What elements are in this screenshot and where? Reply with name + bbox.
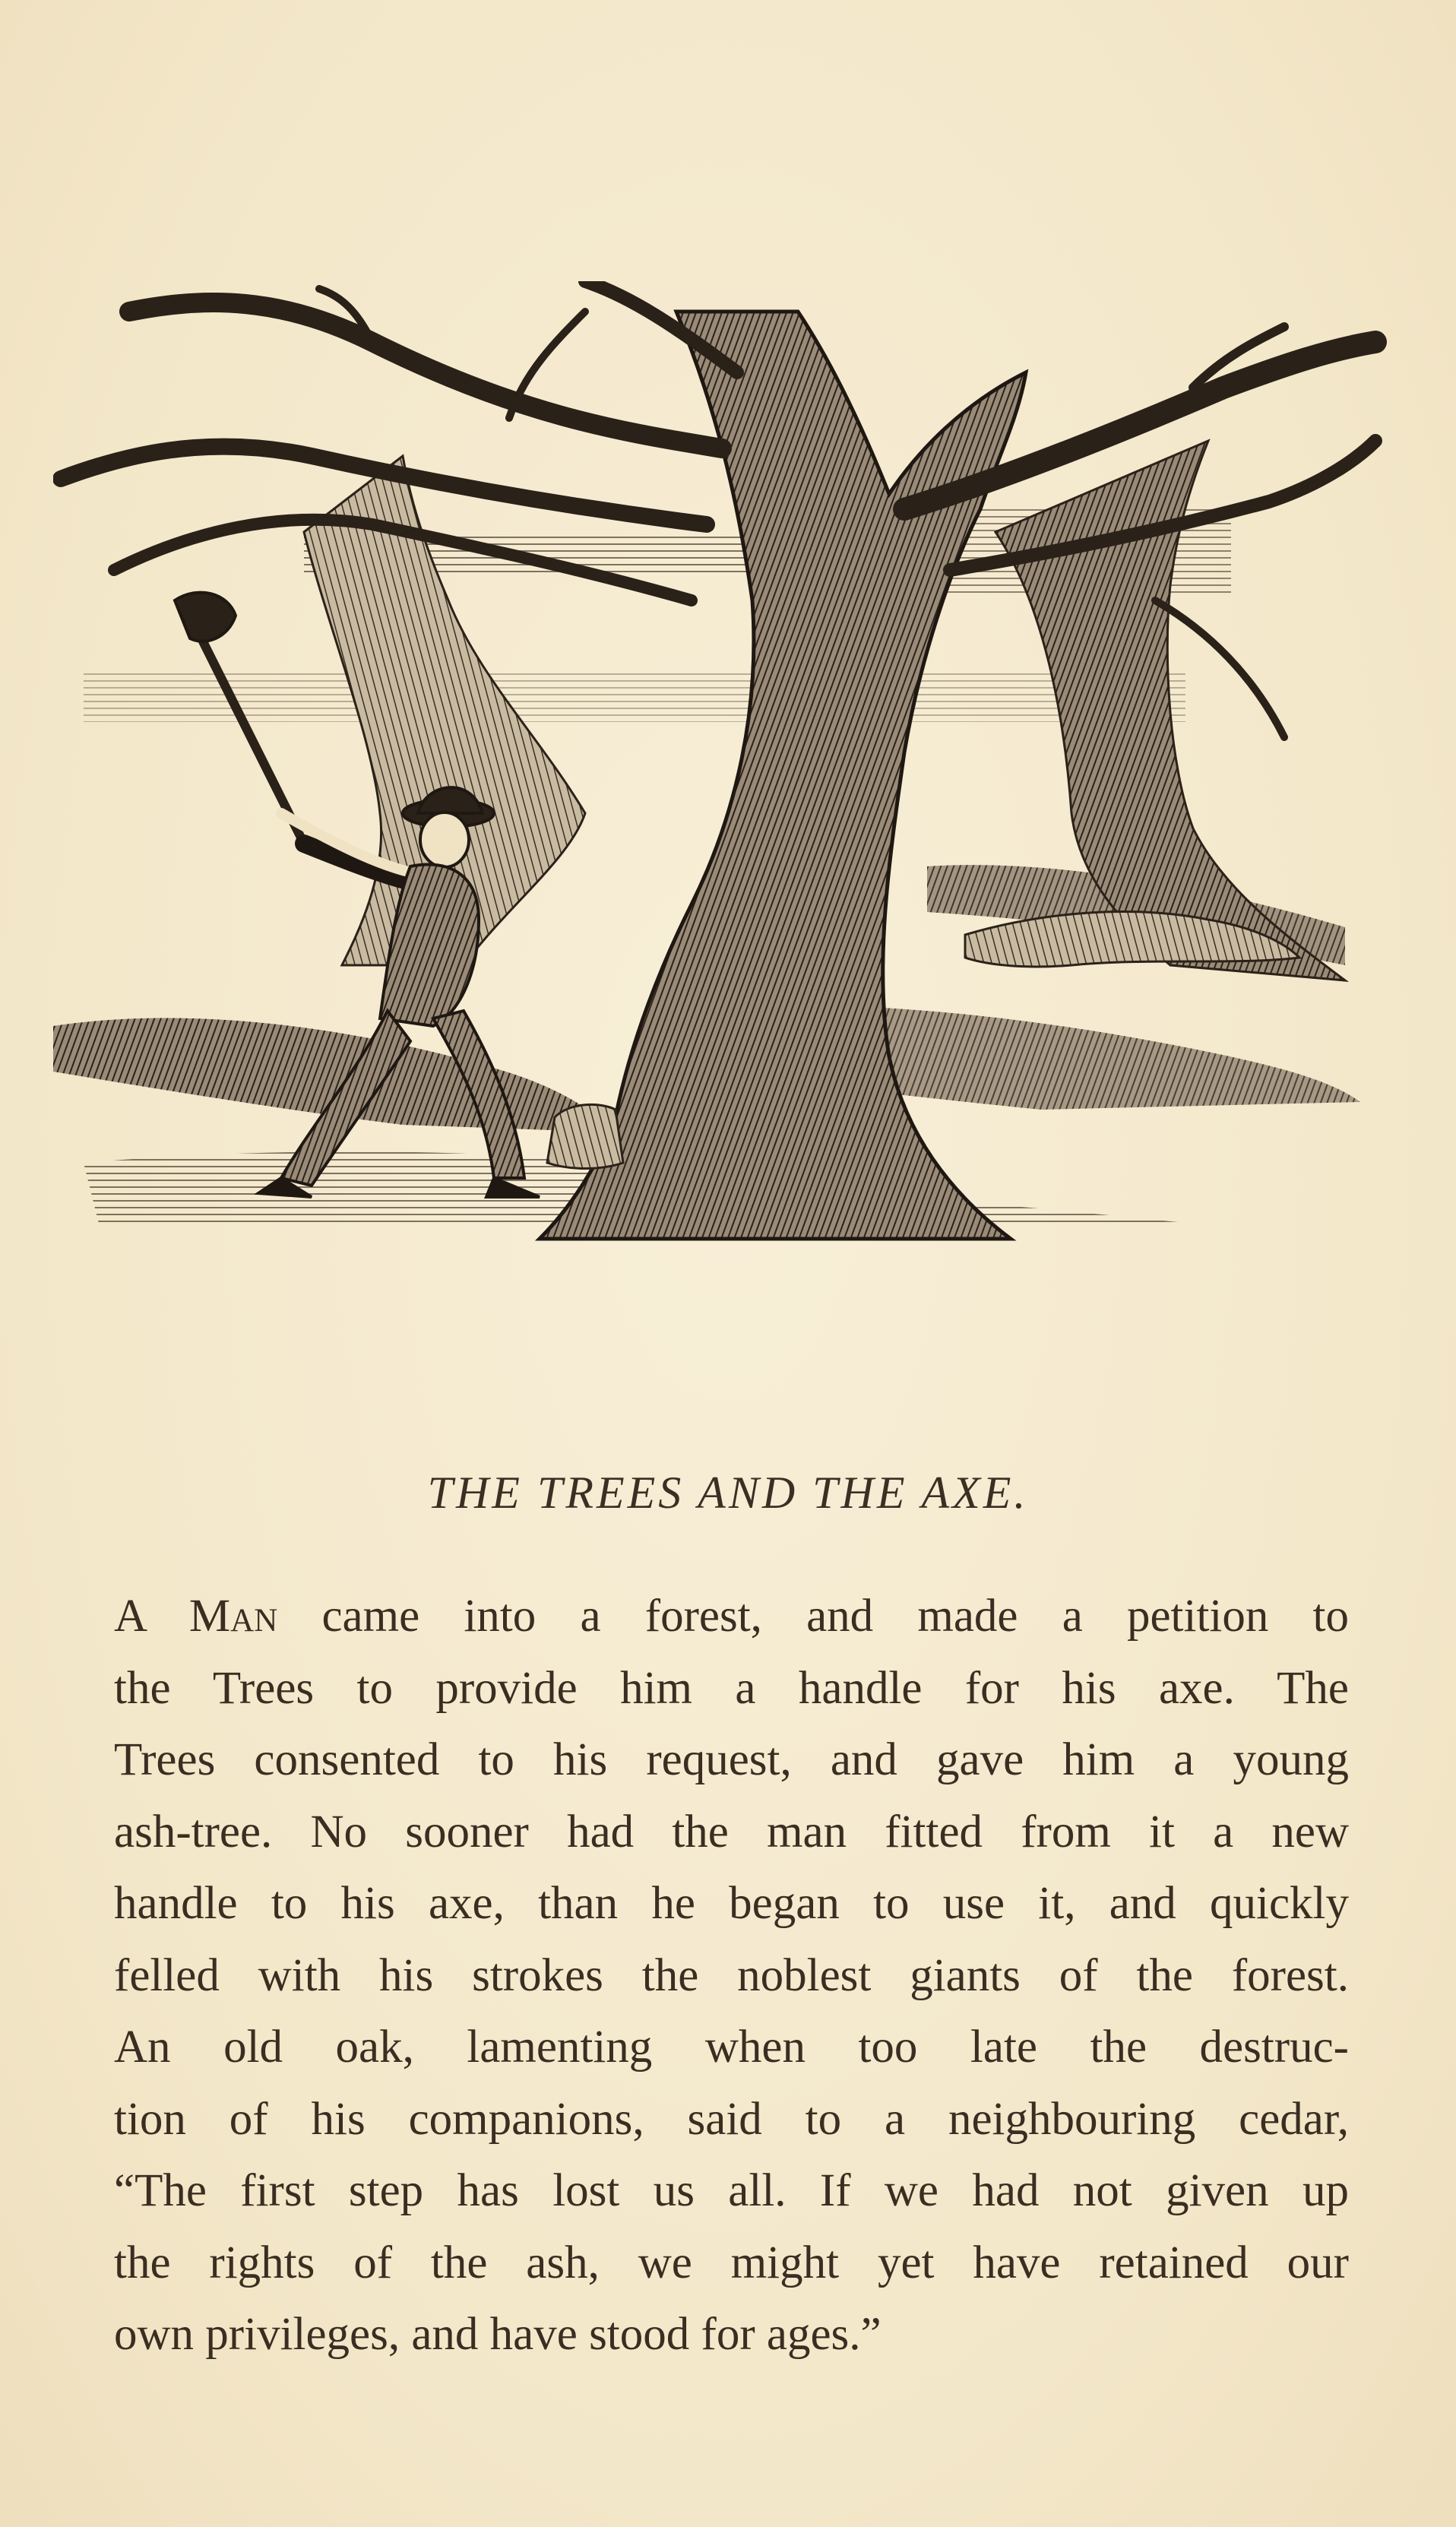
fable-line-2: the Trees to provide him a handle for his axe. The xyxy=(114,1662,1349,1714)
fable-line-3: Trees consented to his request, and gave him a young xyxy=(114,1734,1349,1785)
fable-line-10: the rights of the ash, we might yet have retained our xyxy=(114,2237,1349,2288)
fable-line-11: own privileges, and have stood for ages.” xyxy=(114,2309,882,2360)
fable-line-1 xyxy=(114,1581,1349,1653)
drop-word-rest: Man xyxy=(188,1591,278,1642)
fable-line-6: felled with his strokes the noblest giants of the forest. xyxy=(114,1949,1349,2001)
fable-line-8: tion of his companions, said to a neighbouring cedar, xyxy=(114,2093,1349,2145)
fable-line-7: An old oak, lamenting when too late the destruc- xyxy=(114,2022,1349,2073)
fable-line-5: handle to his axe, than he began to use it, and quickly xyxy=(114,1878,1349,1929)
axe-head xyxy=(175,593,236,641)
woodcut-illustration xyxy=(53,281,1391,1345)
axe-notch-stump xyxy=(547,1104,623,1168)
fable-line-4: ash-tree. No sooner had the man fitted from it a new xyxy=(114,1806,1349,1857)
fable-text xyxy=(114,1581,1349,2371)
fable-line-9: “The first step has lost us all. If we had not given up xyxy=(114,2165,1349,2216)
fable-title: THE TREES AND THE AXE. xyxy=(427,1468,1029,1518)
drop-word-first: A xyxy=(114,1591,145,1642)
line-text: came into a forest, and made a petition to xyxy=(277,1591,1350,1642)
